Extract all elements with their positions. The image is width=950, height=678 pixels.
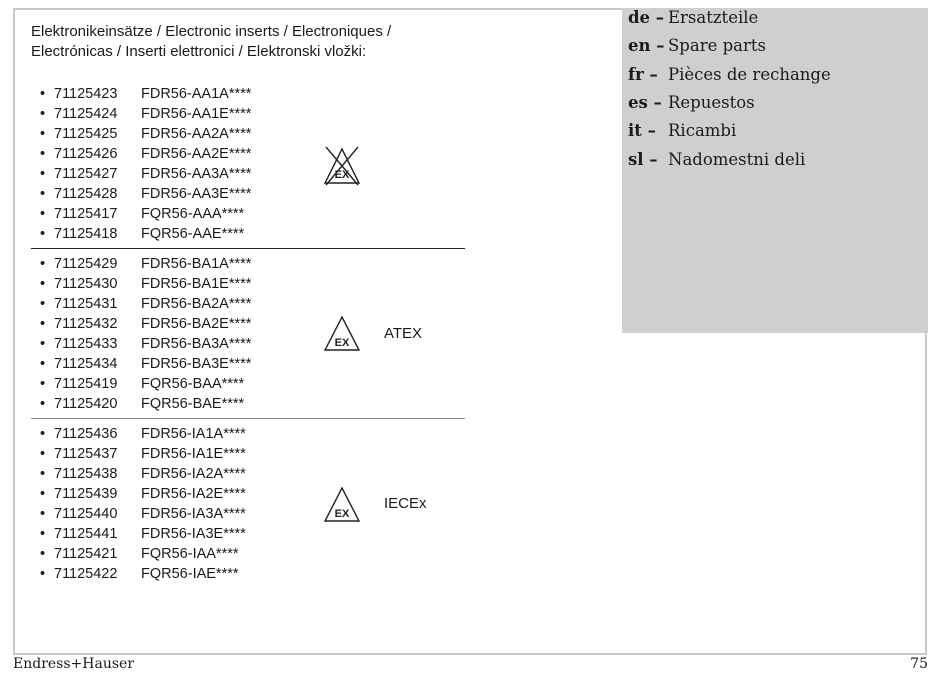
- lang-row-fr: [628, 65, 831, 85]
- lang-code: de –: [628, 8, 665, 27]
- part-number: 71125422: [54, 566, 118, 582]
- list-item: [40, 315, 251, 334]
- bullet: •: [40, 206, 46, 222]
- order-code: FDR56-IA3A****: [141, 506, 246, 522]
- list-item: [40, 355, 251, 374]
- list-item: [40, 425, 246, 444]
- list-item: [40, 275, 251, 294]
- bullet: •: [40, 86, 46, 102]
- heading-line-1: Elektronikeinsätze / Electronic inserts / Electroniques /: [31, 23, 392, 40]
- part-number: 71125417: [54, 206, 118, 222]
- list-item: [40, 145, 251, 164]
- list-item: [40, 295, 251, 314]
- bullet: •: [40, 296, 46, 312]
- list-item: [40, 565, 239, 584]
- order-code: FDR56-BA2E****: [141, 316, 252, 332]
- list-item: [40, 465, 246, 484]
- lang-text: Ersatzteile: [668, 8, 759, 27]
- list-item: [40, 485, 246, 504]
- svg-text:EX: EX: [334, 508, 350, 520]
- bullet: •: [40, 146, 46, 162]
- order-code: FDR56-IA1E****: [141, 446, 246, 462]
- order-code: FQR56-BAA****: [141, 376, 245, 392]
- order-code: FQR56-AAA****: [141, 206, 245, 222]
- bullet: •: [40, 486, 46, 502]
- svg-text:EX: EX: [334, 169, 350, 181]
- order-code: FDR56-IA2A****: [141, 466, 246, 482]
- list-item: [40, 395, 244, 414]
- list-item: [40, 525, 246, 544]
- order-code: FDR56-BA3A****: [141, 336, 252, 352]
- bullet: •: [40, 336, 46, 352]
- list-item: [40, 545, 239, 564]
- bullet: •: [40, 106, 46, 122]
- list-item: [40, 335, 251, 354]
- order-code: FDR56-IA1A****: [141, 426, 246, 442]
- order-code: FQR56-BAE****: [141, 396, 245, 412]
- page-number: 75: [910, 656, 928, 672]
- footer-brand: Endress+Hauser: [13, 656, 135, 672]
- part-number: 71125436: [54, 426, 118, 442]
- lang-code: es –: [628, 93, 662, 112]
- part-number: 71125438: [54, 466, 118, 482]
- part-number: 71125430: [54, 276, 118, 292]
- svg-text:EX: EX: [334, 337, 350, 349]
- order-code: FDR56-BA1A****: [141, 256, 252, 272]
- bullet: •: [40, 376, 46, 392]
- part-number: 71125437: [54, 446, 118, 462]
- part-number: 71125440: [54, 506, 118, 522]
- list-item: [40, 375, 244, 394]
- bullet: •: [40, 166, 46, 182]
- part-number: 71125434: [54, 356, 118, 372]
- bullet: •: [40, 356, 46, 372]
- list-item: [40, 125, 251, 144]
- lang-text: Pièces de rechange: [668, 65, 831, 84]
- lang-row-sl: [628, 150, 805, 170]
- order-code: FDR56-AA1A****: [141, 86, 252, 102]
- lang-text: Nadomestni deli: [668, 150, 806, 169]
- bullet: •: [40, 396, 46, 412]
- group-divider: [31, 418, 465, 419]
- ex-triangle-icon: [322, 315, 362, 353]
- order-code: FQR56-AAE****: [141, 226, 245, 242]
- order-code: FDR56-IA3E****: [141, 526, 246, 542]
- part-number: 71125427: [54, 166, 118, 182]
- part-number: 71125425: [54, 126, 118, 142]
- part-number: 71125424: [54, 106, 118, 122]
- order-code: FQR56-IAE****: [141, 566, 239, 582]
- bullet: •: [40, 506, 46, 522]
- bullet: •: [40, 276, 46, 292]
- approval-label-atex: ATEX: [384, 325, 423, 342]
- part-number: 71125439: [54, 486, 118, 502]
- order-code: FDR56-AA3A****: [141, 166, 252, 182]
- list-item: [40, 105, 251, 124]
- list-item: [40, 185, 251, 204]
- bullet: •: [40, 316, 46, 332]
- heading-line-2: Electrónicas / Inserti elettronici / Elektronski vložki:: [31, 43, 367, 60]
- part-number: 71125441: [54, 526, 118, 542]
- list-item: [40, 445, 246, 464]
- part-number: 71125423: [54, 86, 118, 102]
- list-item: [40, 205, 244, 224]
- part-number: 71125432: [54, 316, 118, 332]
- bullet: •: [40, 546, 46, 562]
- part-number: 71125420: [54, 396, 118, 412]
- bullet: •: [40, 186, 46, 202]
- ex-crossed-out-icon: [322, 145, 362, 187]
- approval-label-iecex: IECEx: [384, 495, 427, 512]
- order-code: FDR56-IA2E****: [141, 486, 246, 502]
- ex-triangle-icon: [322, 486, 362, 524]
- lang-code: fr –: [628, 65, 658, 84]
- bullet: •: [40, 126, 46, 142]
- order-code: FDR56-AA1E****: [141, 106, 252, 122]
- part-number: 71125431: [54, 296, 118, 312]
- part-number: 71125419: [54, 376, 118, 392]
- list-item: [40, 505, 246, 524]
- order-code: FDR56-BA3E****: [141, 356, 252, 372]
- lang-row-en: [628, 36, 766, 56]
- bullet: •: [40, 256, 46, 272]
- part-number: 71125418: [54, 226, 118, 242]
- list-item: [40, 255, 251, 274]
- order-code: FDR56-AA3E****: [141, 186, 252, 202]
- language-box: [622, 8, 928, 333]
- order-code: FDR56-BA1E****: [141, 276, 252, 292]
- list-item: [40, 85, 251, 104]
- lang-code: it –: [628, 121, 656, 140]
- lang-row-it: [628, 121, 736, 141]
- lang-text: Spare parts: [668, 36, 766, 55]
- lang-text: Repuestos: [668, 93, 755, 112]
- lang-row-de: [628, 8, 758, 28]
- part-number: 71125433: [54, 336, 118, 352]
- lang-code: sl –: [628, 150, 658, 169]
- list-item: [40, 165, 251, 184]
- list-item: [40, 225, 244, 244]
- bullet: •: [40, 426, 46, 442]
- part-number: 71125428: [54, 186, 118, 202]
- part-number: 71125429: [54, 256, 118, 272]
- order-code: FDR56-BA2A****: [141, 296, 252, 312]
- group-divider: [31, 248, 465, 249]
- order-code: FDR56-AA2E****: [141, 146, 252, 162]
- order-code: FDR56-AA2A****: [141, 126, 252, 142]
- part-number: 71125421: [54, 546, 118, 562]
- lang-text: Ricambi: [668, 121, 737, 140]
- bullet: •: [40, 526, 46, 542]
- lang-row-es: [628, 93, 755, 113]
- order-code: FQR56-IAA****: [141, 546, 239, 562]
- bullet: •: [40, 446, 46, 462]
- lang-code: en –: [628, 36, 665, 55]
- section-heading: [31, 22, 451, 62]
- bullet: •: [40, 566, 46, 582]
- part-number: 71125426: [54, 146, 118, 162]
- bullet: •: [40, 226, 46, 242]
- bullet: •: [40, 466, 46, 482]
